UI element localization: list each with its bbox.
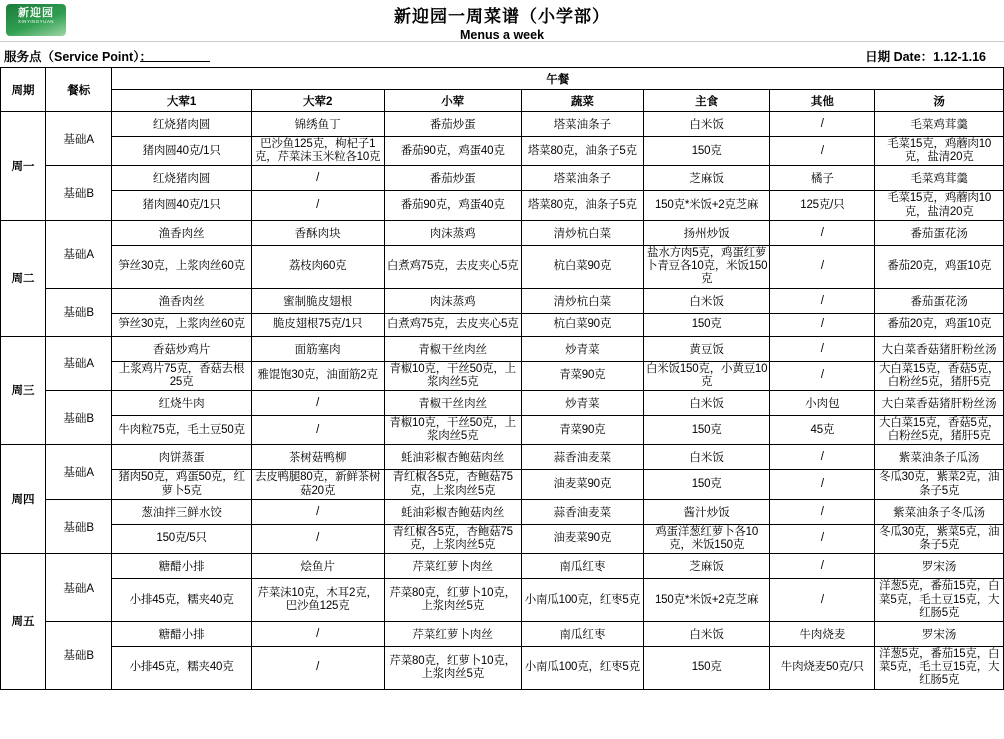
table-row [1, 288, 1004, 313]
dish-ingredients: 毛菜15克，鸡蘑肉10克，盐清20克 [875, 191, 1004, 220]
dish-ingredients: 番茄20克，鸡蛋10克 [875, 313, 1004, 336]
table-row [1, 499, 1004, 524]
page-title: 新迎园一周菜谱（小学部） [394, 7, 610, 26]
dish-ingredients: 杭白菜90克 [521, 245, 643, 288]
dish-name: 芝麻饭 [643, 166, 769, 191]
dish-name: / [251, 390, 384, 415]
dish-name: 紫菜油条子瓜汤 [875, 445, 1004, 470]
header-meal-standard: 餐标 [46, 68, 112, 112]
dish-name: 青椒干丝肉丝 [384, 336, 521, 361]
dish-name: 番茄蛋花汤 [875, 288, 1004, 313]
page-subtitle: Menus a week [459, 28, 545, 42]
dish-ingredients: 牛肉烧麦50克/只 [770, 646, 875, 689]
dish-ingredients: 洋葱5克，番茄15克，白菜5克，毛土豆15克，大红肠5克 [875, 579, 1004, 622]
dish-ingredients: 番茄90克，鸡蛋40克 [384, 137, 521, 166]
dish-ingredients: 巴沙鱼125克，枸杞子1克，芹菜沫玉米粒各10克 [251, 137, 384, 166]
dish-name: 肉沫蒸鸡 [384, 288, 521, 313]
dish-ingredients: 150克 [643, 313, 769, 336]
dish-name: 肉沫蒸鸡 [384, 220, 521, 245]
meal-standard-label: 基础B [46, 288, 112, 336]
dish-name: / [770, 112, 875, 137]
dish-name: 南瓜红枣 [521, 621, 643, 646]
dish-ingredients: / [770, 245, 875, 288]
table-row-detail [1, 245, 1004, 288]
dish-name: 蒜香油麦菜 [521, 499, 643, 524]
dish-name: 蚝油彩椒杏鲍菇肉丝 [384, 445, 521, 470]
dish-ingredients: 150克/5只 [112, 524, 251, 553]
dish-ingredients: / [251, 524, 384, 553]
dish-ingredients: / [251, 415, 384, 444]
dish-name: 糖醋小排 [112, 621, 251, 646]
table-row-detail [1, 313, 1004, 336]
dish-ingredients: 小排45克，糯夹40克 [112, 579, 251, 622]
dish-ingredients: 150克*米饭+2克芝麻 [643, 579, 769, 622]
dish-name: 清炒杭白菜 [521, 288, 643, 313]
dish-ingredients: 大白菜15克，香菇5克，白粉丝5克，猪肝5克 [875, 361, 1004, 390]
dish-ingredients: 小南瓜100克，红枣5克 [521, 579, 643, 622]
dish-ingredients: 青菜90克 [521, 415, 643, 444]
header-col-4: 主食 [643, 90, 769, 112]
dish-name: 白米饭 [643, 390, 769, 415]
dish-ingredients: 青红椒各5克，杏鲍菇75克，上浆肉丝5克 [384, 470, 521, 499]
dish-ingredients: 青椒10克，干丝50克，上浆肉丝5克 [384, 361, 521, 390]
dish-name: 蚝油彩椒杏鲍菇肉丝 [384, 499, 521, 524]
dish-name: / [770, 288, 875, 313]
meal-standard-label: 基础B [46, 499, 112, 553]
dish-name: 葱油拌三鲜水饺 [112, 499, 251, 524]
table-row [1, 390, 1004, 415]
dish-name: 红烧猪肉圆 [112, 166, 251, 191]
table-row-detail [1, 191, 1004, 220]
dish-ingredients: 大白菜15克，香菇5克，白粉丝5克，猪肝5克 [875, 415, 1004, 444]
table-header-row-2 [1, 90, 1004, 112]
dish-ingredients: 45克 [770, 415, 875, 444]
dish-ingredients: 白米饭150克，小黄豆10克 [643, 361, 769, 390]
table-row [1, 112, 1004, 137]
dish-name: 罗宋汤 [875, 554, 1004, 579]
meal-standard-label: 基础A [46, 445, 112, 499]
dish-name: / [770, 445, 875, 470]
table-row-detail [1, 415, 1004, 444]
table-row [1, 220, 1004, 245]
dish-ingredients: 杭白菜90克 [521, 313, 643, 336]
dish-name: 大白菜香菇猪肝粉丝汤 [875, 336, 1004, 361]
dish-ingredients: 荔枝肉60克 [251, 245, 384, 288]
dish-name: 塔菜油条子 [521, 166, 643, 191]
table-row [1, 166, 1004, 191]
dish-name: 蒜香油麦菜 [521, 445, 643, 470]
dish-ingredients: / [770, 313, 875, 336]
dish-name: 糖醋小排 [112, 554, 251, 579]
dish-name: 蜜制脆皮翅根 [251, 288, 384, 313]
header-col-6: 汤 [875, 90, 1004, 112]
dish-name: 小肉包 [770, 390, 875, 415]
dish-ingredients: 150克 [643, 646, 769, 689]
table-row-detail [1, 137, 1004, 166]
dish-ingredients: 小排45克，糯夹40克 [112, 646, 251, 689]
header-period: 周期 [1, 68, 46, 112]
table-row-detail [1, 361, 1004, 390]
table-row-detail [1, 579, 1004, 622]
dish-ingredients: 猪肉50克，鸡蛋50克，红萝卜5克 [112, 470, 251, 499]
dish-name: 白米饭 [643, 445, 769, 470]
dish-ingredients: 塔菜80克，油条子5克 [521, 137, 643, 166]
dish-name: 毛菜鸡茸羹 [875, 166, 1004, 191]
dish-name: 紫菜油条子冬瓜汤 [875, 499, 1004, 524]
dish-name: 白米饭 [643, 288, 769, 313]
meal-standard-label: 基础B [46, 621, 112, 689]
dish-ingredients: 去皮鸭腿80克，新鲜茶树菇20克 [251, 470, 384, 499]
dish-name: 黄豆饭 [643, 336, 769, 361]
day-label: 周一 [1, 112, 46, 221]
dish-ingredients: 青菜90克 [521, 361, 643, 390]
dish-ingredients: 白煮鸡75克，去皮夹心5克 [384, 313, 521, 336]
dish-name: / [251, 166, 384, 191]
dish-ingredients: 番茄90克，鸡蛋40克 [384, 191, 521, 220]
dish-name: 面筋塞肉 [251, 336, 384, 361]
dish-ingredients: 塔菜80克，油条子5克 [521, 191, 643, 220]
day-label: 周二 [1, 220, 46, 336]
dish-name: 渔香肉丝 [112, 220, 251, 245]
meal-standard-label: 基础A [46, 112, 112, 166]
dish-ingredients: 芹菜80克，红萝卜10克，上浆肉丝5克 [384, 579, 521, 622]
dish-ingredients: 小南瓜100克，红枣5克 [521, 646, 643, 689]
dish-ingredients: 毛菜15克，鸡蘑肉10克，盐清20克 [875, 137, 1004, 166]
dish-name: 红烧猪肉圆 [112, 112, 251, 137]
dish-ingredients: 牛肉粒75克，毛土豆50克 [112, 415, 251, 444]
dish-name: 南瓜红枣 [521, 554, 643, 579]
dish-name: / [251, 499, 384, 524]
dish-ingredients: 150克 [643, 470, 769, 499]
logo-text-cn: 新迎园 [18, 7, 54, 19]
day-label: 周三 [1, 336, 46, 445]
dish-name: / [770, 336, 875, 361]
logo-text-en: XINYINGYUAN [18, 18, 54, 25]
dish-ingredients: 猪肉圆40克/1只 [112, 137, 251, 166]
dish-name: 番茄蛋花汤 [875, 220, 1004, 245]
service-point-blank [140, 61, 210, 62]
dish-ingredients: 油麦菜90克 [521, 524, 643, 553]
dish-ingredients: / [770, 524, 875, 553]
service-point-label: 服务点（Service Point）： [4, 50, 152, 64]
table-row-detail [1, 524, 1004, 553]
dish-name: 酱汁炒饭 [643, 499, 769, 524]
date-label: 日期 Date：1.12-1.16 [865, 50, 986, 64]
table-row [1, 336, 1004, 361]
dish-ingredients: 芹菜沫10克，木耳2克，巴沙鱼125克 [251, 579, 384, 622]
dish-name: 芹菜红萝卜肉丝 [384, 554, 521, 579]
table-row-detail [1, 470, 1004, 499]
dish-name: 塔菜油条子 [521, 112, 643, 137]
menu-table [0, 67, 1004, 690]
dish-name: 锦绣鱼丁 [251, 112, 384, 137]
meal-standard-label: 基础B [46, 390, 112, 444]
dish-name: 白米饭 [643, 621, 769, 646]
dish-ingredients: 番茄20克，鸡蛋10克 [875, 245, 1004, 288]
dish-name: / [251, 621, 384, 646]
dish-name: 番茄炒蛋 [384, 166, 521, 191]
dish-ingredients: 洋葱5克，番茄15克，白菜5克，毛土豆15克，大红肠5克 [875, 646, 1004, 689]
logo [6, 4, 66, 36]
meal-standard-label: 基础A [46, 554, 112, 622]
dish-name: 清炒杭白菜 [521, 220, 643, 245]
dish-ingredients: 150克 [643, 415, 769, 444]
dish-ingredients: / [770, 137, 875, 166]
menu-table-body [1, 112, 1004, 690]
day-label: 周五 [1, 554, 46, 689]
dish-name: 扬州炒饭 [643, 220, 769, 245]
info-row [0, 42, 1004, 67]
header-col-1: 大荤2 [251, 90, 384, 112]
dish-name: 茶树菇鸭柳 [251, 445, 384, 470]
dish-name: / [770, 554, 875, 579]
dish-ingredients: 冬瓜30克，紫菜5克，油条子5克 [875, 524, 1004, 553]
dish-ingredients: 150克*米饭+2克芝麻 [643, 191, 769, 220]
dish-ingredients: 芹菜80克，红萝卜10克，上浆肉丝5克 [384, 646, 521, 689]
dish-ingredients: 150克 [643, 137, 769, 166]
dish-ingredients: 笋丝30克，上浆肉丝60克 [112, 245, 251, 288]
dish-name: 橘子 [770, 166, 875, 191]
header-lunch-group: 午餐 [112, 68, 1004, 90]
dish-ingredients: / [251, 191, 384, 220]
dish-name: 罗宋汤 [875, 621, 1004, 646]
meal-standard-label: 基础B [46, 166, 112, 220]
dish-name: 大白菜香菇猪肝粉丝汤 [875, 390, 1004, 415]
table-header-row-1 [1, 68, 1004, 90]
dish-name: 香菇炒鸡片 [112, 336, 251, 361]
dish-name: / [770, 499, 875, 524]
dish-name: 青椒干丝肉丝 [384, 390, 521, 415]
dish-name: 渔香肉丝 [112, 288, 251, 313]
dish-name: 炒青菜 [521, 336, 643, 361]
dish-ingredients: 白煮鸡75克，去皮夹心5克 [384, 245, 521, 288]
table-row-detail [1, 646, 1004, 689]
header-col-2: 小荤 [384, 90, 521, 112]
dish-name: 番茄炒蛋 [384, 112, 521, 137]
dish-ingredients: / [770, 579, 875, 622]
dish-name: 牛肉烧麦 [770, 621, 875, 646]
meal-standard-label: 基础A [46, 336, 112, 390]
table-row [1, 445, 1004, 470]
dish-ingredients: 油麦菜90克 [521, 470, 643, 499]
day-label: 周四 [1, 445, 46, 554]
dish-ingredients: 上浆鸡片75克，香菇去根25克 [112, 361, 251, 390]
dish-ingredients: / [770, 361, 875, 390]
document-header [0, 0, 1004, 42]
dish-ingredients: / [770, 470, 875, 499]
table-row [1, 621, 1004, 646]
dish-name: 芹菜红萝卜肉丝 [384, 621, 521, 646]
dish-name: 白米饭 [643, 112, 769, 137]
dish-ingredients: 125克/只 [770, 191, 875, 220]
header-col-3: 蔬菜 [521, 90, 643, 112]
table-row [1, 554, 1004, 579]
dish-ingredients: 盐水方肉5克，鸡蛋红萝卜青豆各10克，米饭150克 [643, 245, 769, 288]
dish-ingredients: 青红椒各5克，杏鲍菇75克，上浆肉丝5克 [384, 524, 521, 553]
header-col-5: 其他 [770, 90, 875, 112]
dish-name: 香酥肉块 [251, 220, 384, 245]
dish-ingredients: 猪肉圆40克/1只 [112, 191, 251, 220]
dish-name: 芝麻饭 [643, 554, 769, 579]
meal-standard-label: 基础A [46, 220, 112, 288]
dish-ingredients: 雅馄饱30克，油面筋2克 [251, 361, 384, 390]
dish-ingredients: / [251, 646, 384, 689]
header-col-0: 大荤1 [112, 90, 251, 112]
dish-name: 毛菜鸡茸羹 [875, 112, 1004, 137]
dish-name: / [770, 220, 875, 245]
dish-ingredients: 青椒10克，干丝50克，上浆肉丝5克 [384, 415, 521, 444]
dish-ingredients: 冬瓜30克，紫菜2克，油条子5克 [875, 470, 1004, 499]
dish-name: 肉饼蒸蛋 [112, 445, 251, 470]
dish-name: 烩鱼片 [251, 554, 384, 579]
dish-name: 炒青菜 [521, 390, 643, 415]
dish-ingredients: 脆皮翅根75克/1只 [251, 313, 384, 336]
dish-name: 红烧牛肉 [112, 390, 251, 415]
dish-ingredients: 鸡蛋洋葱红萝卜各10克，米饭150克 [643, 524, 769, 553]
dish-ingredients: 笋丝30克，上浆肉丝60克 [112, 313, 251, 336]
